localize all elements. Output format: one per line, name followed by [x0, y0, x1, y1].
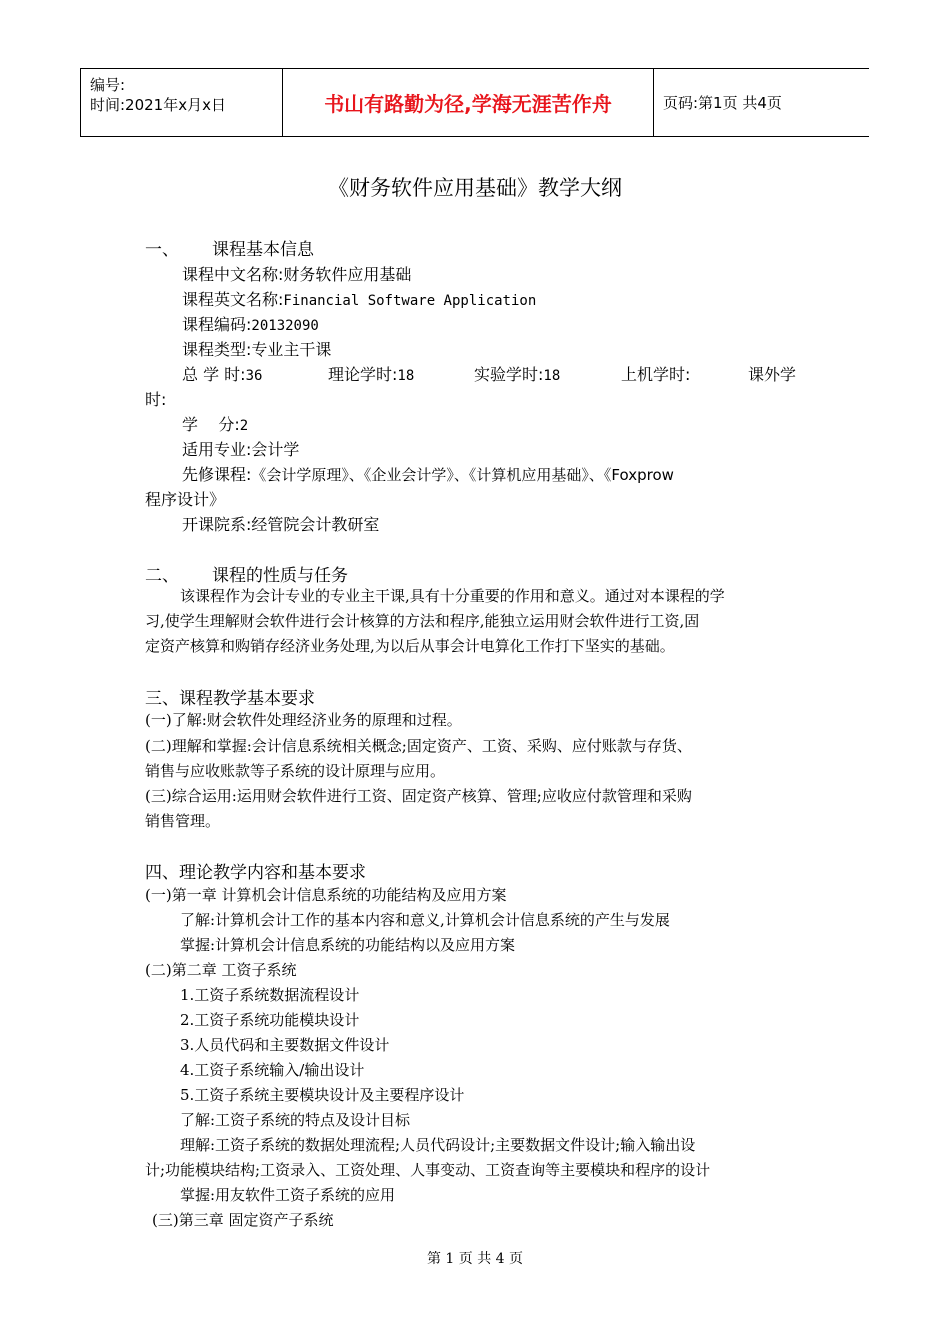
list-item: 1.工资子系统数据流程设计 [180, 986, 360, 1004]
header-motto: 书山有路勤为径,学海无涯苦作舟 [324, 92, 612, 116]
course-code [182, 312, 319, 335]
course-type [182, 337, 331, 360]
course-en-name [182, 287, 536, 310]
page-header [80, 68, 869, 137]
section1-number: 一、 [145, 240, 179, 260]
section1-title: 课程基本信息 [212, 240, 314, 260]
hours-computer: 上机学时: [621, 365, 691, 384]
course-prereq [182, 462, 674, 485]
label: 先修课程: [182, 465, 252, 484]
label: 开课院系: [182, 515, 252, 534]
paragraph-line: 习,使学生理解财会软件进行会计核算的方法和程序,能独立运用财会软件进行工资,固 [145, 612, 700, 630]
course-major [182, 437, 299, 460]
course-prereq-cont: 程序设计》 [145, 490, 226, 509]
hours-extra-cont: 时: [145, 390, 167, 409]
time-label: 时间:2021年x月x日 [90, 96, 226, 114]
paragraph-line: (三)综合运用:运用财会软件进行工资、固定资产核算、管理;应收应付款管理和采购 [145, 787, 692, 805]
label: 课程中文名称: [182, 265, 284, 284]
paragraph-line: (一)了解:财会软件处理经济业务的原理和过程。 [145, 711, 462, 729]
label: 课程英文名称: [182, 290, 284, 309]
label: 课程类型: [182, 340, 252, 359]
course-cn-name [182, 262, 411, 285]
number-label: 编号: [90, 76, 126, 94]
label: 实验学时: [474, 365, 544, 384]
section2-title: 课程的性质与任务 [212, 566, 348, 586]
requirement-line: 理解:工资子系统的数据处理流程;人员代码设计;主要数据文件设计;输入输出设 [180, 1136, 696, 1154]
header-page-info: 页码:第1页 共4页 [663, 94, 782, 112]
hours-total [182, 362, 262, 385]
value: 36 [245, 368, 263, 384]
list-item: 2.工资子系统功能模块设计 [180, 1011, 360, 1029]
label: 课程编码: [182, 315, 252, 334]
list-item: 5.工资子系统主要模块设计及主要程序设计 [180, 1086, 465, 1104]
value: 财务软件应用基础 [283, 265, 412, 284]
value: Financial Software Application [283, 293, 537, 309]
paragraph-line: 销售管理。 [145, 812, 221, 830]
header-divider [653, 69, 654, 136]
value: 经管院会计教研室 [251, 515, 380, 534]
header-divider [80, 69, 81, 136]
chapter-title: (三)第三章 固定资产子系统 [152, 1211, 334, 1229]
value: 18 [543, 368, 561, 384]
requirement-line: 掌握:用友软件工资子系统的应用 [180, 1186, 396, 1204]
paragraph-line: 该课程作为会计专业的专业主干课,具有十分重要的作用和意义。通过对本课程的学 [180, 587, 725, 605]
section4-title: 四、理论教学内容和基本要求 [145, 863, 366, 883]
value: 2 [239, 418, 249, 434]
hours-extra: 课外学 [748, 365, 797, 384]
label: 学 分: [182, 415, 240, 434]
label: 总 学 时: [182, 365, 246, 384]
hours-lab [474, 362, 560, 385]
hours-theory [328, 362, 414, 385]
paragraph-line: 定资产核算和购销存经济业务处理,为以后从事会计电算化工作打下坚实的基础。 [145, 637, 675, 655]
value: 18 [397, 368, 415, 384]
label: 理论学时: [328, 365, 398, 384]
requirement-line: 了解:工资子系统的特点及设计目标 [180, 1111, 411, 1129]
value: 20132090 [251, 318, 319, 334]
list-item: 3.人员代码和主要数据文件设计 [180, 1036, 390, 1054]
value: 专业主干课 [251, 340, 332, 359]
course-credit [182, 412, 248, 435]
chapter-title: (二)第二章 工资子系统 [145, 961, 297, 979]
list-item: 4.工资子系统输入/输出设计 [180, 1061, 365, 1079]
page-footer: 第 1 页 共 4 页 [426, 1251, 524, 1267]
header-meta [90, 75, 226, 115]
requirement-line: 计;功能模块结构;工资录入、工资处理、人事变动、工资查询等主要模块和程序的设计 [145, 1161, 711, 1179]
section2-number: 二、 [145, 566, 179, 586]
chapter-title: (一)第一章 计算机会计信息系统的功能结构及应用方案 [145, 886, 507, 904]
label: 适用专业: [182, 440, 252, 459]
section3-title: 三、课程教学基本要求 [145, 689, 315, 709]
requirement-line: 掌握:计算机会计信息系统的功能结构以及应用方案 [180, 936, 516, 954]
requirement-line: 了解:计算机会计工作的基本内容和意义,计算机会计信息系统的产生与发展 [180, 911, 670, 929]
document-title: 《财务软件应用基础》教学大纲 [328, 176, 622, 200]
paragraph-line: 销售与应收账款等子系统的设计原理与应用。 [145, 762, 446, 780]
paragraph-line: (二)理解和掌握:会计信息系统相关概念;固定资产、工资、采购、应付账款与存货、 [145, 737, 692, 755]
course-dept [182, 512, 379, 535]
value: 《会计学原理》、《企业会计学》、《计算机应用基础》、《Foxprow [251, 466, 674, 484]
value: 会计学 [251, 440, 300, 459]
